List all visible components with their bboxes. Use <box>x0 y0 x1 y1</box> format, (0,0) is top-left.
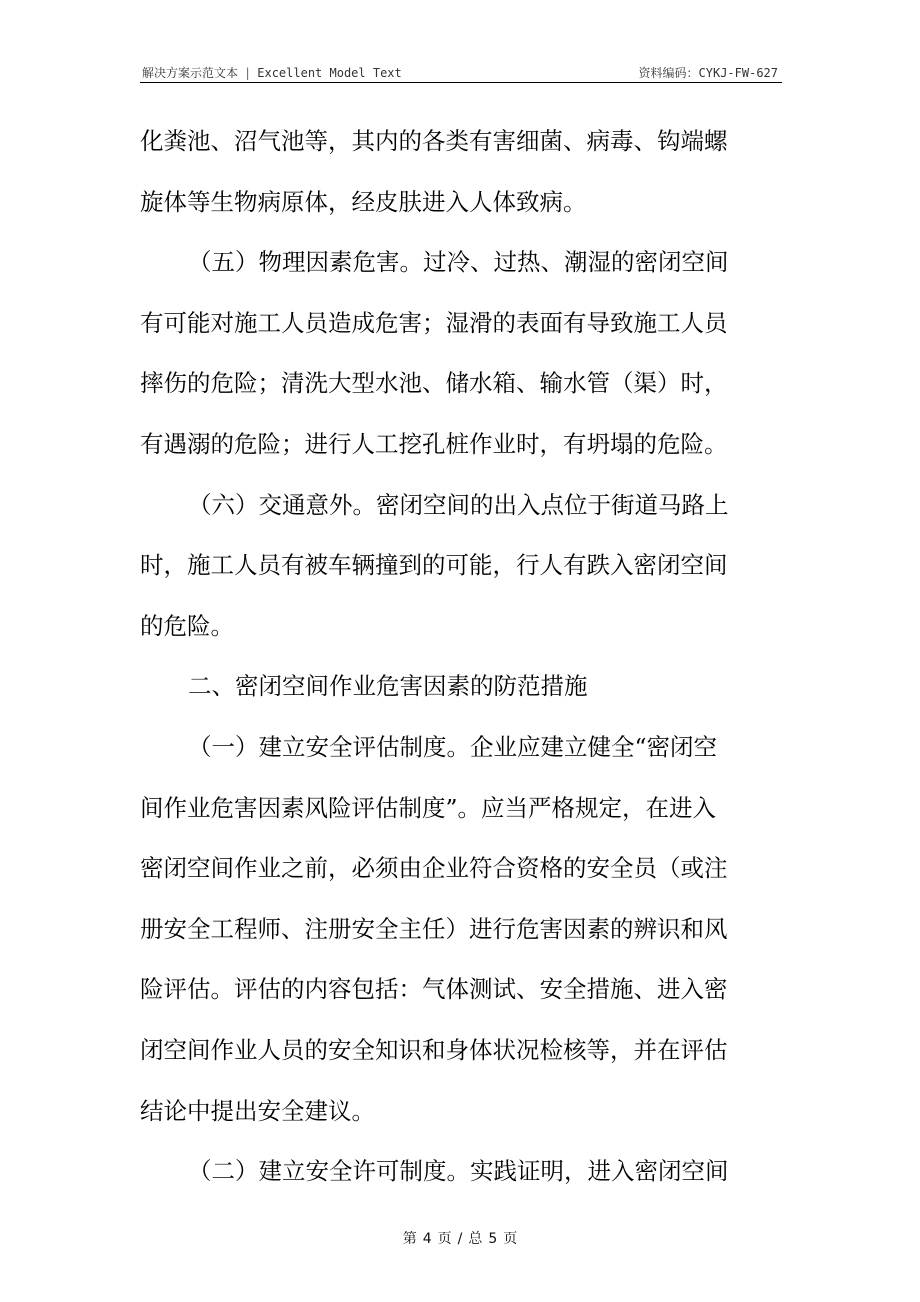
total-page-number: 5 <box>488 1231 498 1247</box>
header-separator: | <box>244 66 252 80</box>
section-heading: 二、密闭空间作业危害因素的防范措施 <box>188 672 588 701</box>
page-header <box>140 60 782 83</box>
header-subtitle: Excellent Model Text <box>257 66 402 80</box>
text-line: 旋体等生物病原体，经皮肤进入人体致病。 <box>140 187 587 216</box>
text-line: 时，施工人员有被车辆撞到的可能，行人有跌入密闭空间 <box>140 551 728 580</box>
text-line: 有遇溺的危险；进行人工挖孔桩作业时，有坍塌的危险。 <box>140 429 728 458</box>
text-line: 险评估。评估的内容包括：气体测试、安全措施、进入密 <box>140 975 728 1004</box>
document-body <box>140 118 782 1209</box>
text-line: 摔伤的危险；清洗大型水池、储水箱、输水管（渠）时， <box>140 369 728 398</box>
header-title: 解决方案示范文本 <box>142 66 239 80</box>
document-code: 资料编码：CYKJ-FW-627 <box>638 66 778 80</box>
text-line: 化粪池、沼气池等，其内的各类有害细菌、病毒、钩端螺 <box>140 127 728 155</box>
paragraph-start: （二）建立安全许可制度。实践证明，进入密闭空间 <box>188 1157 729 1186</box>
page-label-prefix: 第 <box>402 1231 417 1247</box>
page-label-suffix: 页 <box>437 1231 452 1247</box>
paragraph-start: （一）建立安全评估制度。企业应建立健全“密闭空 <box>188 732 718 761</box>
paragraph-start: （五）物理因素危害。过冷、过热、潮湿的密闭空间 <box>188 248 729 277</box>
text-line: 结论中提出安全建议。 <box>140 1096 375 1125</box>
page-footer <box>0 1228 920 1248</box>
header-left <box>142 64 402 81</box>
text-line: 的危险。 <box>140 611 234 640</box>
total-label-suffix: 页 <box>503 1231 518 1247</box>
text-line: 闭空间作业人员的安全知识和身体状况检核等，并在评估 <box>140 1035 728 1064</box>
text-line: 册安全工程师、注册安全主任）进行危害因素的辨识和风 <box>140 914 728 943</box>
paragraph-start: （六）交通意外。密闭空间的出入点位于街道马路上 <box>188 490 729 519</box>
text-line: 密闭空间作业之前，必须由企业符合资格的安全员（或注 <box>140 854 728 883</box>
page-divider: / <box>457 1231 463 1247</box>
text-line: 间作业危害因素风险评估制度”。应当严格规定，在进入 <box>140 793 717 822</box>
total-label-prefix: 总 <box>468 1231 483 1247</box>
text-line: 有可能对施工人员造成危害；湿滑的表面有导致施工人员 <box>140 308 728 337</box>
current-page-number: 4 <box>422 1231 432 1247</box>
